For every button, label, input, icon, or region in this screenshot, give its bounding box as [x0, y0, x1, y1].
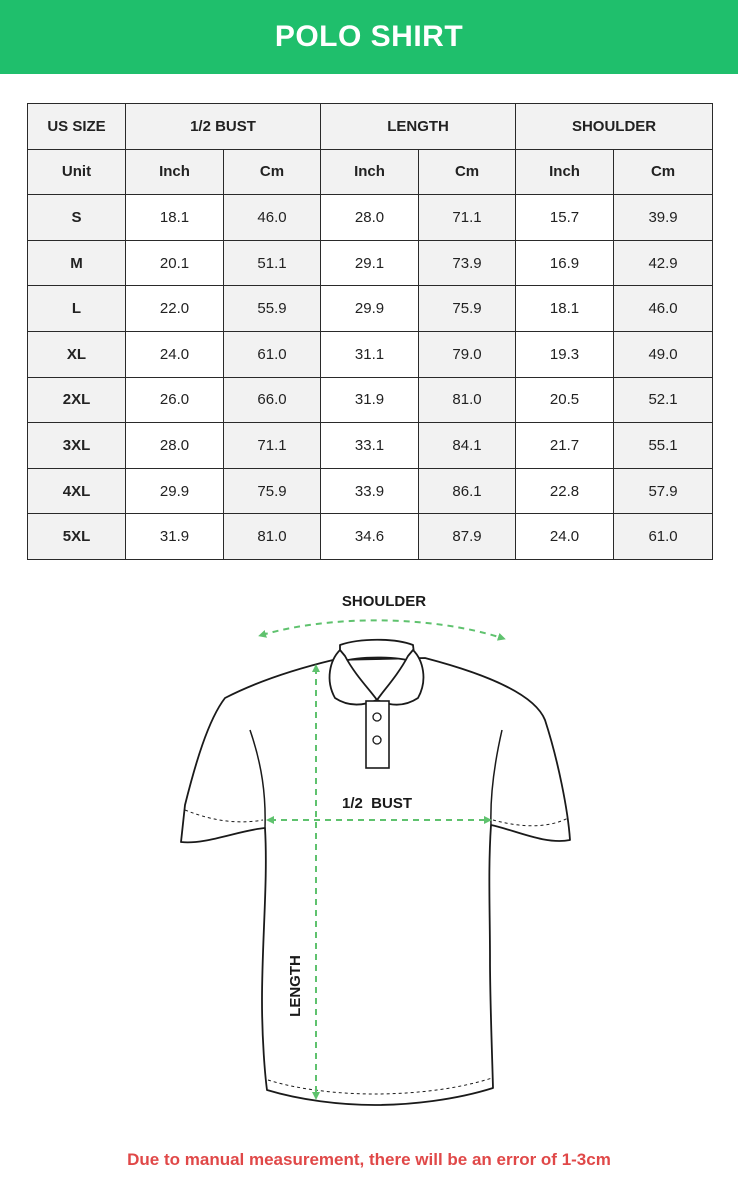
- value-cell: 81.0: [419, 377, 516, 423]
- value-cell: 28.0: [321, 195, 419, 241]
- value-cell: 31.9: [321, 377, 419, 423]
- table-body: [28, 195, 713, 560]
- value-cell: 18.1: [126, 195, 224, 241]
- placket: [366, 701, 389, 768]
- value-cell: 51.1: [224, 240, 321, 286]
- value-cell: 75.9: [224, 468, 321, 514]
- value-cell: 87.9: [419, 514, 516, 560]
- value-cell: 52.1: [614, 377, 713, 423]
- table-row: [28, 468, 713, 514]
- size-cell: S: [28, 195, 126, 241]
- header-cell: LENGTH: [321, 104, 516, 150]
- header-row: [28, 104, 713, 150]
- table-row: [28, 286, 713, 332]
- value-cell: 29.9: [321, 286, 419, 332]
- header-cell: Inch: [516, 149, 614, 195]
- value-cell: 75.9: [419, 286, 516, 332]
- value-cell: 46.0: [614, 286, 713, 332]
- value-cell: 46.0: [224, 195, 321, 241]
- size-cell: 4XL: [28, 468, 126, 514]
- value-cell: 57.9: [614, 468, 713, 514]
- value-cell: 28.0: [126, 423, 224, 469]
- value-cell: 55.1: [614, 423, 713, 469]
- value-cell: 26.0: [126, 377, 224, 423]
- value-cell: 86.1: [419, 468, 516, 514]
- value-cell: 81.0: [224, 514, 321, 560]
- length-label: LENGTH: [287, 955, 304, 1017]
- value-cell: 55.9: [224, 286, 321, 332]
- unit-row: [28, 149, 713, 195]
- value-cell: 39.9: [614, 195, 713, 241]
- size-cell: 5XL: [28, 514, 126, 560]
- table-row: [28, 423, 713, 469]
- value-cell: 71.1: [224, 423, 321, 469]
- value-cell: 16.9: [516, 240, 614, 286]
- value-cell: 18.1: [516, 286, 614, 332]
- header-cell: Cm: [614, 149, 713, 195]
- value-cell: 61.0: [614, 514, 713, 560]
- header-cell: 1/2 BUST: [126, 104, 321, 150]
- value-cell: 24.0: [516, 514, 614, 560]
- size-cell: XL: [28, 331, 126, 377]
- value-cell: 66.0: [224, 377, 321, 423]
- value-cell: 20.1: [126, 240, 224, 286]
- value-cell: 31.1: [321, 331, 419, 377]
- shirt-diagram: [0, 580, 738, 1140]
- value-cell: 19.3: [516, 331, 614, 377]
- table-row: [28, 377, 713, 423]
- shoulder-label: SHOULDER: [341, 593, 427, 610]
- value-cell: 33.1: [321, 423, 419, 469]
- value-cell: 42.9: [614, 240, 713, 286]
- value-cell: 24.0: [126, 331, 224, 377]
- title-banner: [0, 0, 738, 74]
- header-cell: Inch: [126, 149, 224, 195]
- header-cell: US SIZE: [28, 104, 126, 150]
- bust-label: 1/2 BUST: [341, 795, 413, 812]
- value-cell: 79.0: [419, 331, 516, 377]
- button-icon: [373, 736, 381, 744]
- header-cell: SHOULDER: [516, 104, 713, 150]
- value-cell: 31.9: [126, 514, 224, 560]
- value-cell: 84.1: [419, 423, 516, 469]
- value-cell: 20.5: [516, 377, 614, 423]
- table-row: [28, 331, 713, 377]
- size-cell: M: [28, 240, 126, 286]
- header-cell: Inch: [321, 149, 419, 195]
- value-cell: 73.9: [419, 240, 516, 286]
- table-row: [28, 195, 713, 241]
- value-cell: 22.0: [126, 286, 224, 332]
- value-cell: 29.1: [321, 240, 419, 286]
- table-row: [28, 240, 713, 286]
- size-chart-table: [27, 103, 713, 560]
- size-cell: L: [28, 286, 126, 332]
- page-title: POLO SHIRT: [274, 20, 464, 53]
- value-cell: 61.0: [224, 331, 321, 377]
- header-cell: Unit: [28, 149, 126, 195]
- value-cell: 34.6: [321, 514, 419, 560]
- table-row: [28, 514, 713, 560]
- value-cell: 49.0: [614, 331, 713, 377]
- size-cell: 3XL: [28, 423, 126, 469]
- value-cell: 22.8: [516, 468, 614, 514]
- value-cell: 33.9: [321, 468, 419, 514]
- value-cell: 71.1: [419, 195, 516, 241]
- size-cell: 2XL: [28, 377, 126, 423]
- value-cell: 29.9: [126, 468, 224, 514]
- shoulder-arrow: [262, 620, 502, 638]
- button-icon: [373, 713, 381, 721]
- header-cell: Cm: [224, 149, 321, 195]
- measurement-note: Due to manual measurement, there will be an error of 1-3cm: [127, 1150, 611, 1169]
- value-cell: 21.7: [516, 423, 614, 469]
- header-cell: Cm: [419, 149, 516, 195]
- value-cell: 15.7: [516, 195, 614, 241]
